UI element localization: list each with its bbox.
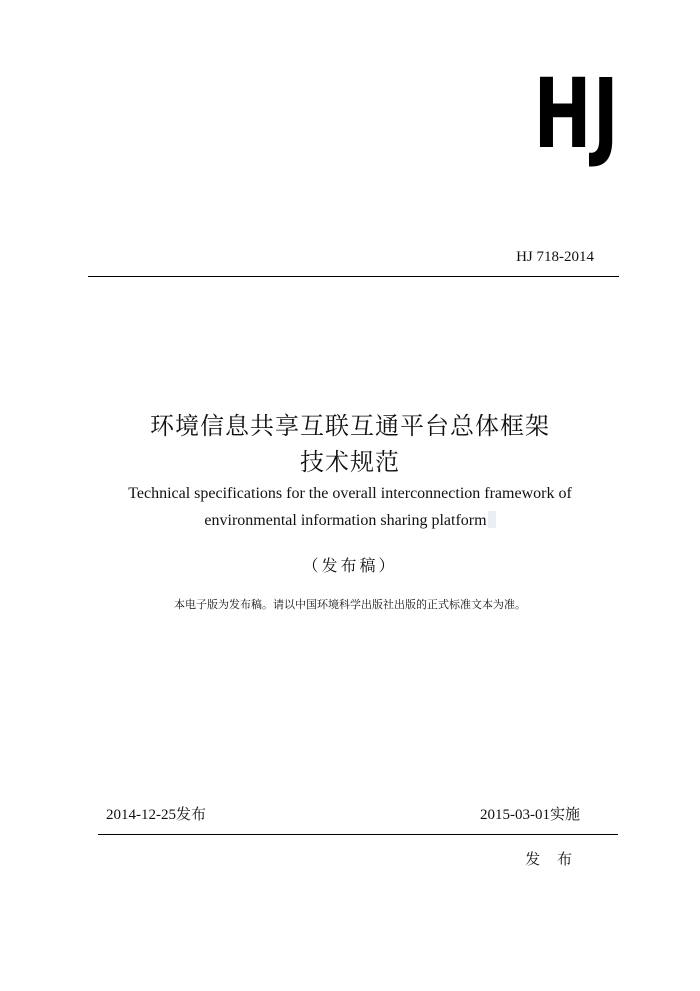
english-title-line-1: Technical specifications for the overall interconnection framework of [128,485,572,502]
english-title-line-2: environmental information sharing platform [204,512,487,529]
draft-label: （发布稿） [302,556,398,575]
english-title-line-2-wrap [0,507,700,534]
chinese-title [0,408,700,480]
issue-date: 2014-12-25发布 [106,807,206,823]
implementation-date: 2015-03-01实施 [480,807,580,823]
chinese-title-line-2: 技术规范 [300,448,400,476]
text-cursor-highlight [488,511,496,528]
bottom-divider [98,834,618,835]
top-divider [88,276,619,277]
edition-note: 本电子版为发布稿。请以中国环境科学出版社出版的正式标准文本为准。 [174,598,526,611]
standard-number: HJ 718-2014 [516,249,594,265]
english-title [0,480,700,534]
hj-logo: HJ [533,58,620,170]
issuer-label: 发 布 [525,850,578,868]
chinese-title-line-1: 环境信息共享互联互通平台总体框架 [150,412,550,440]
